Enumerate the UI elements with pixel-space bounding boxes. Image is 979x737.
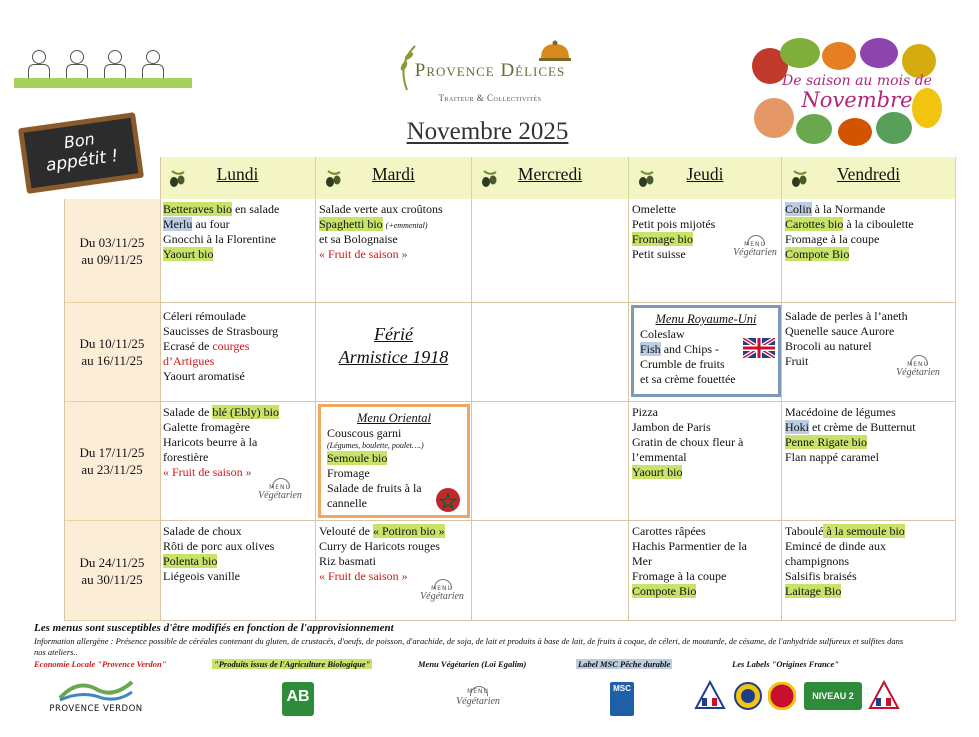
menu-item: Yaourt bio (163, 247, 214, 261)
menu-item: Crumble de fruits (640, 357, 725, 371)
week-label (64, 199, 160, 303)
header-lundi (160, 157, 316, 199)
menu-cell-lundi (160, 521, 316, 621)
vegetarian-badge: MENU Végétarien (258, 478, 302, 504)
menu-item: Saucisses de Strasbourg (163, 324, 279, 338)
menu-item: Salsifis braisés (785, 569, 857, 583)
menu-item: Petit pois mijotés (632, 217, 716, 231)
menu-cell-vendredi (782, 402, 956, 521)
ab-logo (282, 676, 314, 718)
menu-item: forestière (163, 450, 209, 464)
menu-item: Macédoine de légumes (785, 405, 896, 419)
menu-item: Mer (632, 554, 652, 568)
allergen-info: Information allergène : Présence possible de céréales contenant du gluten, de crustacés, d'oeufs, de poisson, d'arachide, de soja, de lait et produits à base de lait, de fruits à coque, de céleri, de moutarde, de césame, de l'anhydride sulfureux et sulfites dans nos ateliers.. (34, 636, 904, 657)
viandes-de-france-icon (868, 680, 900, 712)
header-jeudi (629, 157, 782, 199)
menu-item: d’Artigues (163, 354, 215, 368)
menu-item: Salade de (163, 405, 213, 419)
theme-menu-title: Menu Royaume-Uni (655, 312, 757, 326)
menu-item: Fromage bio (632, 232, 693, 246)
menu-cell-mercredi (472, 402, 629, 521)
theme-menu-title: Menu Oriental (357, 411, 431, 425)
day-label: Mardi (372, 164, 415, 184)
menu-cell-lundi (160, 303, 316, 402)
menu-item: Compote Bio (632, 584, 697, 598)
menu-item: et crème de Butternut (809, 420, 916, 434)
vegetarian-badge: MENU Végétarien (733, 235, 777, 261)
origin-labels (694, 676, 904, 718)
menu-item: blé (Ebly) bio (212, 405, 279, 419)
menu-item: Fromage à la coupe (632, 569, 727, 583)
legend-local: Economie Locale "Provence Verdon" (34, 659, 167, 669)
week-to: au 30/11/25 (81, 571, 143, 587)
week-label (64, 521, 160, 621)
menu-item: Curry de Haricots rouges (319, 539, 440, 553)
menu-item: Gnocchi à la Florentine (163, 232, 276, 246)
fruits-legumes-france-icon (694, 680, 726, 712)
week-label (64, 402, 160, 521)
legend-vegetarian: Menu Végétarien (Loi Egalim) (418, 659, 527, 669)
menu-item: Polenta bio (163, 554, 218, 568)
menu-item: Colin (785, 202, 812, 216)
brand-subtitle: Traiteur & Collectivités (438, 93, 542, 103)
week-to: au 23/11/25 (81, 462, 143, 477)
menu-cell-mercredi (472, 521, 629, 621)
provence-verdon-logo (46, 676, 146, 718)
menu-item: Omelette (632, 202, 676, 216)
menu-cell-mardi (316, 199, 472, 303)
legend-origin-france: Les Labels "Origines France" (732, 659, 839, 669)
menu-item: « Fruit de saison » (319, 569, 408, 583)
menu-item-note: (+emmental) (385, 221, 428, 230)
menu-item: Yaourt bio (632, 465, 683, 479)
menu-item: Carottes râpées (632, 524, 706, 538)
week-from: Du 17/11/25 (79, 445, 145, 460)
week-from: Du 24/11/25 (79, 554, 145, 570)
ab-logo-mark: AB (282, 682, 314, 716)
day-label: Mercredi (517, 164, 583, 184)
brand-logo (395, 38, 585, 108)
menu-item: Fish (640, 342, 661, 356)
week-to: au 16/11/25 (81, 353, 143, 368)
menu-item: Fromage à la coupe (785, 232, 880, 246)
menu-item: cannelle (327, 496, 367, 510)
menu-item: Yaourt aromatisé (163, 369, 245, 383)
vegetarian-badge: MENU Végétarien (420, 579, 464, 605)
menu-item: à la semoule bio (823, 524, 905, 538)
page-title: Novembre 2025 (406, 118, 569, 145)
menu-cell-mardi (316, 303, 472, 402)
menu-cell-lundi (160, 199, 316, 303)
menu-item: Spaghetti bio (319, 217, 383, 231)
menu-cell-vendredi (782, 199, 956, 303)
vegetarian-badge: MENU Végétarien (896, 355, 940, 381)
menu-cell-vendredi (782, 303, 956, 402)
menu-item: Coleslaw (640, 327, 685, 341)
menu-item: Carottes bio (785, 217, 844, 231)
menu-item: Penne Rigate bio (785, 435, 867, 449)
holiday-notice (316, 323, 471, 369)
header-mardi (316, 157, 472, 199)
day-label: Lundi (216, 164, 259, 184)
menu-item: à la ciboulette (843, 217, 914, 231)
certification-niveau-2-badge: NIVEAU 2 (804, 682, 862, 710)
menu-cell-jeudi (629, 303, 782, 402)
seasonal-produce-illustration (752, 38, 942, 148)
morocco-flag-icon (435, 487, 461, 513)
board-line1: Bon (62, 129, 96, 153)
menu-item: Rôti de porc aux olives (163, 539, 275, 553)
board-line2: appétit ! (44, 145, 120, 176)
menu-item: « Fruit de saison » (319, 247, 408, 261)
menu-item: Merlu (163, 217, 193, 231)
menu-cell-mardi (316, 521, 472, 621)
menu-item: Emincé de dinde aux (785, 539, 886, 553)
menu-item: Salade verte aux croûtons (319, 202, 443, 216)
menu-item: Velouté de (319, 524, 373, 538)
menu-item: « Potiron bio » (372, 524, 445, 538)
aoc-icon (768, 682, 796, 710)
menu-item: Petit suisse (632, 247, 686, 261)
brand-name: Provence Délices (414, 60, 566, 81)
menu-item: Flan nappé caramel (785, 450, 879, 464)
menu-item: Hachis Parmentier de la (632, 539, 747, 553)
season-title (782, 73, 932, 111)
menu-cell-lundi (160, 402, 316, 521)
menu-item: Galette fromagère (163, 420, 250, 434)
menu-item: « Fruit de saison » (163, 465, 252, 479)
menu-item: Riz basmati (319, 554, 376, 568)
vegetarian-badge: MENU Végétarien (456, 688, 500, 707)
menu-cell-mardi (316, 402, 472, 521)
week-to: au 09/11/25 (81, 251, 143, 267)
label-rouge-icon (734, 682, 762, 710)
kids-logo (14, 48, 192, 88)
menu-item: et sa Bolognaise (319, 232, 398, 246)
menu-item: Hoki (785, 420, 809, 434)
msc-logo (610, 676, 636, 718)
week-from: Du 10/11/25 (79, 336, 145, 351)
week-label (64, 303, 160, 402)
menu-item: Brocoli au naturel (785, 339, 872, 353)
season-line2: Novembre (801, 88, 913, 112)
menu-cell-mercredi (472, 303, 629, 402)
menu-cell-jeudi (629, 199, 782, 303)
menu-item: Jambon de Paris (632, 420, 711, 434)
menu-cell-mercredi (472, 199, 629, 303)
oriental-theme-menu-box (318, 404, 470, 518)
menu-item: Gratin de choux fleur à (632, 435, 744, 449)
menu-item: Salade de choux (163, 524, 242, 538)
menu-table (64, 157, 956, 621)
menu-item: Salade de perles à l’aneth (785, 309, 908, 323)
day-label: Vendredi (836, 164, 901, 184)
menu-cell-jeudi (629, 402, 782, 521)
uk-flag-icon (743, 338, 775, 358)
uk-theme-menu-box (631, 305, 781, 397)
menu-item: Liégeois vanille (163, 569, 240, 583)
menu-item: and Chips - (660, 342, 720, 356)
menu-item: Fruit (785, 354, 809, 368)
menu-item: Fromage (327, 466, 370, 480)
menu-item: Salade de fruits à la (327, 481, 422, 495)
menu-item: à la Normande (811, 202, 886, 216)
menu-item: Pizza (632, 405, 658, 419)
menu-item: Quenelle sauce Aurore (785, 324, 895, 338)
menu-item: Couscous garni (327, 426, 402, 440)
menu-item-note: (Légumes, boulette, poulet….) (327, 441, 424, 450)
menu-item: Taboulé (785, 524, 824, 538)
legend-bio: "Produits issus de l'Agriculture Biologique" (214, 659, 371, 669)
menu-cell-jeudi (629, 521, 782, 621)
menu-item: Betteraves bio (163, 202, 232, 216)
menu-item: Semoule bio (327, 451, 388, 465)
menu-item: champignons (785, 554, 849, 568)
vegetarian-logo (452, 676, 506, 718)
holiday-name: Armistice 1918 (338, 347, 449, 367)
week-from: Du 03/11/25 (79, 234, 145, 250)
menu-item: Céleri rémoulade (163, 309, 246, 323)
menu-change-notice: Les menus sont susceptibles d'être modifiés en fonction de l'approvisionnement (34, 622, 394, 634)
header-vendredi (782, 157, 956, 199)
menu-item: et sa crème fouettée (640, 372, 736, 386)
legend-msc: Label MSC Pêche durable (578, 659, 671, 669)
menu-item: en salade (231, 202, 280, 216)
header-mercredi (472, 157, 629, 199)
menu-cell-vendredi (782, 521, 956, 621)
menu-item: Laitage Bio (785, 584, 842, 598)
day-label: Jeudi (686, 164, 724, 184)
menu-item: Ecrasé de (163, 339, 213, 353)
season-line1: De saison au mois de (782, 73, 932, 89)
logo-text: PROVENCE VERDON (49, 704, 143, 714)
menu-item: Haricots beurre à la (163, 435, 258, 449)
msc-logo-mark: MSC (610, 682, 634, 716)
hills-icon (58, 676, 134, 702)
holiday-title: Férié (374, 324, 413, 344)
menu-item: au four (192, 217, 230, 231)
menu-item: courges (212, 339, 250, 353)
menu-item: Compote Bio (785, 247, 850, 261)
menu-item: l’emmental (632, 450, 687, 464)
